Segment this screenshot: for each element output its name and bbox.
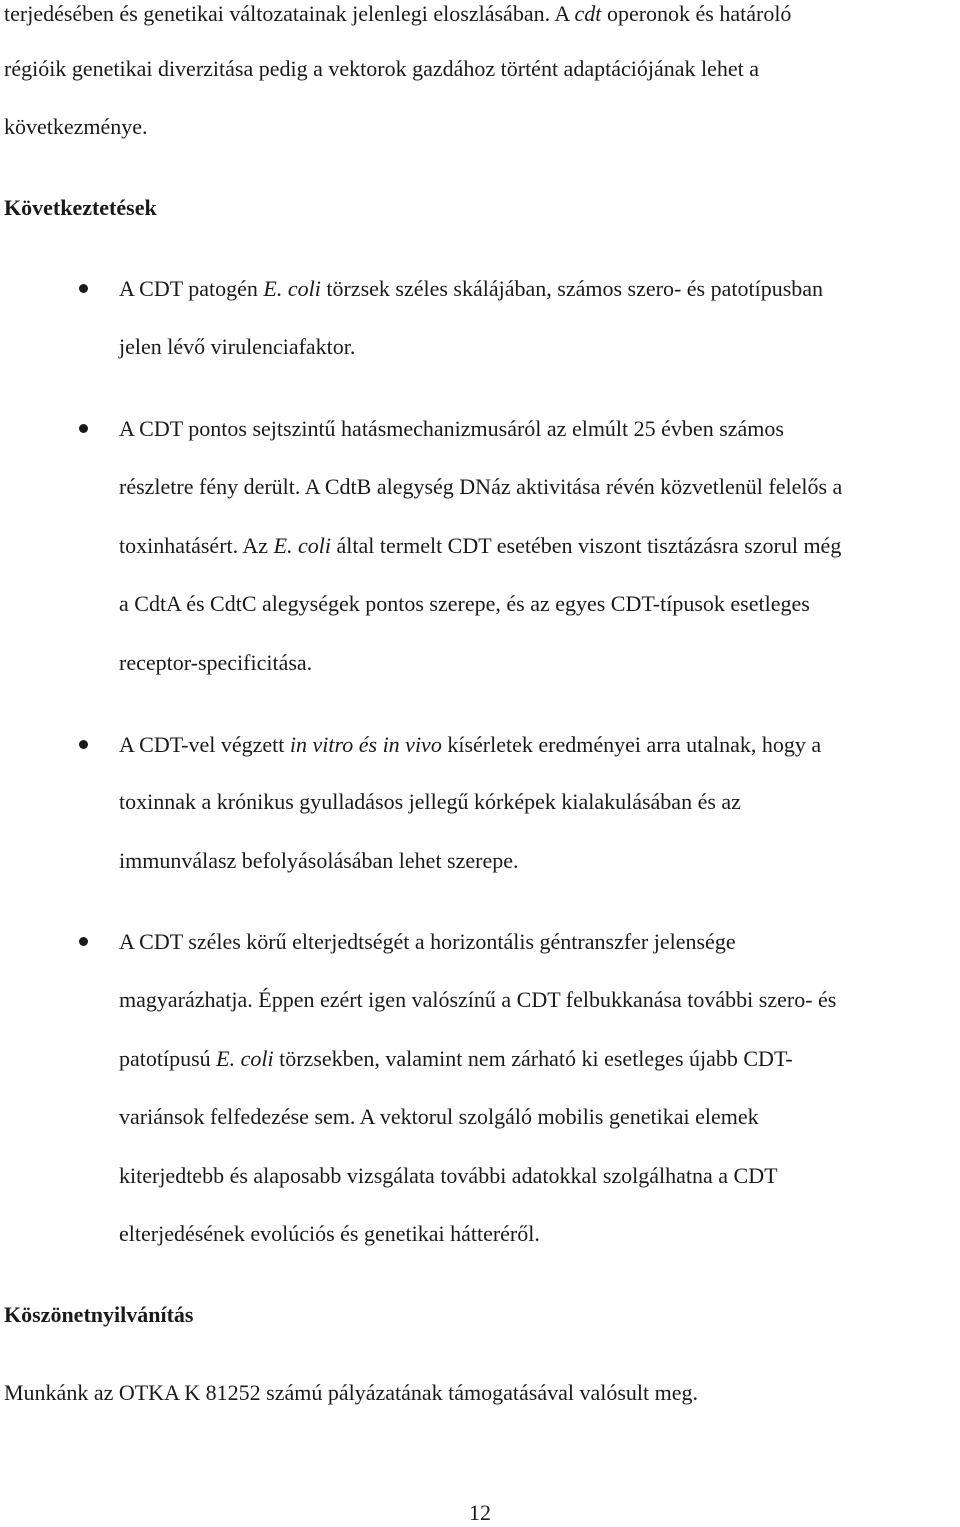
bullet-line: A CDT-vel végzett in vitro és in vivo kísérletek eredményei arra utalnak, hogy a	[119, 732, 822, 757]
bullet-line: elterjedésének evolúciós és genetikai hátteréről.	[119, 1221, 540, 1246]
bullet-line: részletre fény derült. A CdtB alegység DNáz aktivitása révén közvetlenül felelős a	[119, 474, 843, 499]
acknowledgement-heading: Köszönetnyilvánítás	[4, 1302, 194, 1327]
bullet-dot-icon	[79, 740, 88, 749]
bullet-line: kiterjedtebb és alaposabb vizsgálata további adatokkal szolgálhatna a CDT	[119, 1163, 778, 1188]
bullet-line: toxinnak a krónikus gyulladásos jellegű kórképek kialakulásában és az	[119, 789, 741, 814]
bullet-line: magyarázhatja. Éppen ezért igen valószínű a CDT felbukkanása további szero- és	[119, 987, 837, 1012]
bullet-line: A CDT széles körű elterjedtségét a horizontális géntranszfer jelensége	[119, 929, 736, 954]
acknowledgement-text: Munkánk az OTKA K 81252 számú pályázatának támogatásával valósult meg.	[4, 1380, 699, 1405]
intro-line-2: régióik genetikai diverzitása pedig a vektorok gazdához történt adaptációjának lehet a	[4, 56, 760, 81]
bullet-line: receptor-specificitása.	[119, 650, 313, 675]
bullet-line: A CDT patogén E. coli törzsek széles skálájában, számos szero- és patotípusban	[119, 276, 824, 301]
bullet-line: jelen lévő virulenciafaktor.	[119, 334, 356, 359]
bullet-dot-icon	[79, 937, 88, 946]
conclusions-heading: Következtetések	[4, 195, 157, 220]
intro-line-3: következménye.	[4, 114, 148, 139]
bullet-line: a CdtA és CdtC alegységek pontos szerepe, és az egyes CDT-típusok esetleges	[119, 591, 810, 616]
bullet-line: variánsok felfedezése sem. A vektorul szolgáló mobilis genetikai elemek	[119, 1104, 759, 1129]
bullet-line: A CDT pontos sejtszintű hatásmechanizmusáról az elmúlt 25 évben számos	[119, 416, 784, 441]
bullet-line: toxinhatásért. Az E. coli által termelt CDT esetében viszont tisztázásra szorul még	[119, 533, 842, 558]
page-number: 12	[469, 1500, 491, 1525]
bullet-dot-icon	[79, 284, 88, 293]
intro-line-1: terjedésében és genetikai változatainak jelenlegi eloszlásában. A cdt operonok és határoló	[4, 1, 792, 26]
bullet-line: patotípusú E. coli törzsekben, valamint nem zárható ki esetleges újabb CDT-	[119, 1046, 793, 1071]
bullet-line: immunválasz befolyásolásában lehet szerepe.	[119, 848, 519, 873]
bullet-dot-icon	[79, 424, 88, 433]
